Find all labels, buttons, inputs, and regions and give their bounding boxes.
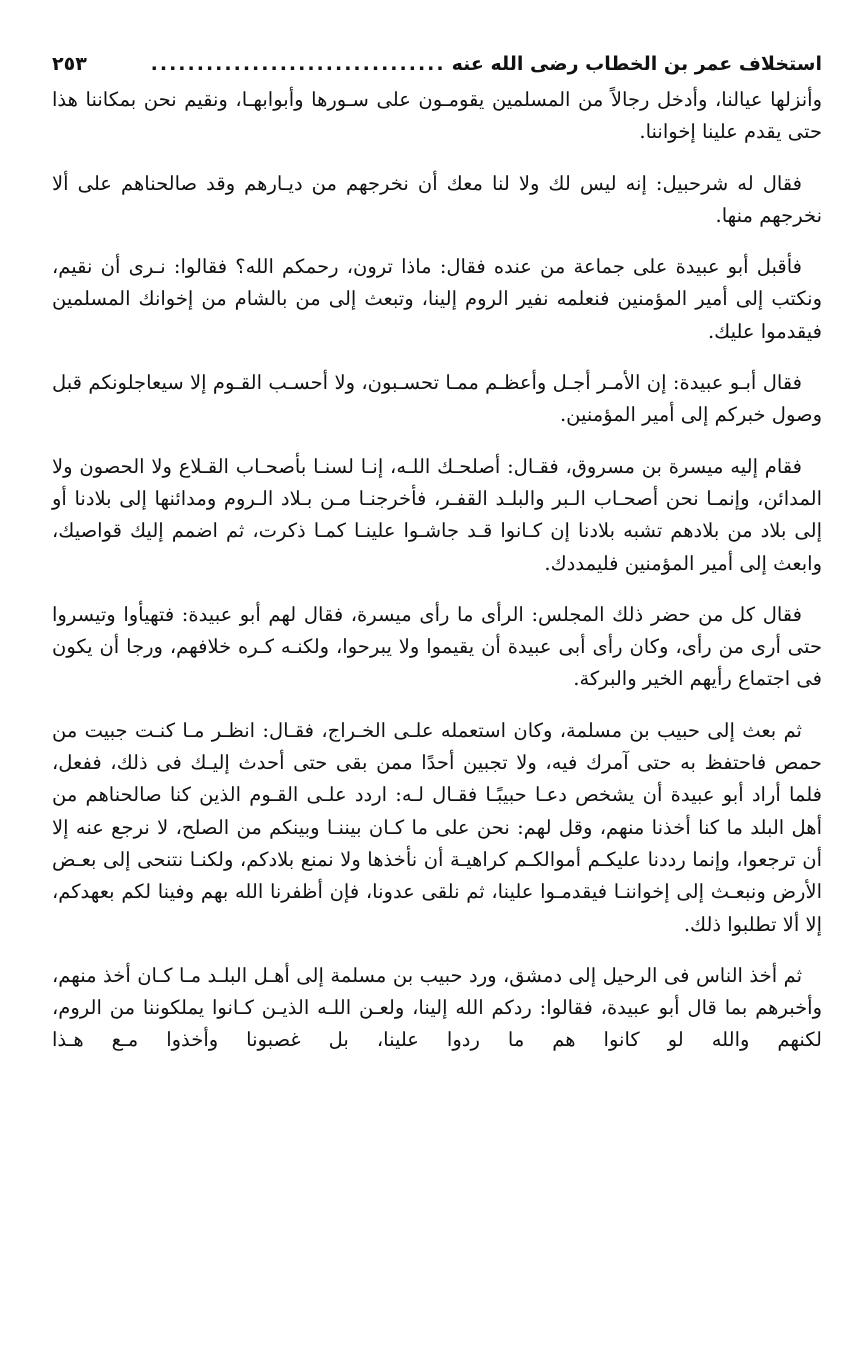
paragraph-4: فقال أبـو عبيدة: إن الأمـر أجـل وأعظـم ممـا تحسـبون، ولا أحسـب القـوم إلا سيعاجلونكم قبل وصول خبركم إلى أمير المؤمنين. bbox=[52, 371, 822, 427]
chapter-title: استخلاف عمر بن الخطاب رضى الله عنه bbox=[451, 53, 822, 75]
book-page bbox=[52, 46, 822, 1367]
running-header bbox=[52, 46, 822, 82]
paragraph-2: فقال له شرحبيل: إنه ليس لك ولا لنا معك أن نخرجهم من ديـارهم وقد صالحناهم على ألا نخرجهم منها. bbox=[52, 171, 822, 227]
body-text bbox=[52, 84, 822, 1057]
paragraph-7: ثم بعث إلى حبيب بن مسلمة، وكان استعمله علـى الخـراج، فقـال: انظـر مـا كنـت جبيت من حمص فاحتفظ به حتى آمرك فيه، ولا تجبين أحدًا ممن بقى حتى أحدث إليـك فى ذلك، ففعل، فلما أراد أبو عبيدة أن يشخص دعـا حبيبًـا فقـال لـه: اردد علـى القـوم الذين كنا صالحناهم من أهل البلد ما كنا أخذنا منهم، وقل لهم: نحن على ما كـان بيننـا وبينكم من الصلح، لا نرجع عنه إلا أن ترجعوا، وإنما رددنا عليكـم أموالكـم كراهيـة أن نأخذها ولا نمنع بلادكم، ولكنـا نتنحى إلى بعـض الأرض ونبعـث إلى إخواننـا فيقدمـوا علينا، ثم نلقى عدونا، فإن أظفرنا الله بهم وفينا لكم بعهدكم، إلا ألا تطلبوا ذلك. bbox=[52, 718, 822, 936]
paragraph-8: ثم أخذ الناس فى الرحيل إلى دمشق، ورد حبيب بن مسلمة إلى أهـل البلـد مـا كـان أخذ منهم، وأخبرهم بما قال أبو عبيدة، فقالوا: ردكم الله إلينا، ولعـن اللـه الذيـن كـانوا يملكوننا من الروم، لكنهم والله لو كانوا هم ما ردوا علينا، بل غصبونا وأخذوا مـع هـذا bbox=[52, 963, 822, 1052]
page-number: ٢٥٣ bbox=[52, 53, 87, 75]
paragraph-1: وأنزلها عيالنا، وأدخل رجالاً من المسلمين يقومـون على سـورها وأبوابهـا، ونقيم نحن بمكاننا هذا حتى يقدم علينا إخواننا. bbox=[52, 88, 822, 144]
paragraph-5: فقام إليه ميسرة بن مسروق، فقـال: أصلحـك اللـه، إنـا لسنـا بأصحـاب القـلاع ولا الحصون ولا المدائن، وإنمـا نحن أصحـاب الـبر والبلـد القفـر، فأخرجنـا مـن بـلاد الـروم ومدائنها إلى بلادنا أو إلى بلاد من بلادهم تشبه بلادنا إن كـانوا قـد جاشـوا علينـا كمـا ذكرت، ثم اضمم إليك قواصيك، وابعث إلى أمير المؤمنين فليمددك. bbox=[52, 454, 822, 575]
paragraph-3: فأقبل أبو عبيدة على جماعة من عنده فقال: ماذا ترون، رحمكم الله؟ فقالوا: نـرى أن نقيم، ونكتب إلى أمير المؤمنين فنعلمه نفير الروم إلينا، وتبعث إلى من بالشام من إخوانك المسلمين فيقدموا عليك. bbox=[52, 255, 822, 343]
leader-dots: ................................ bbox=[150, 53, 446, 75]
paragraph-6: فقال كل من حضر ذلك المجلس: الرأى ما رأى ميسرة، فقال لهم أبو عبيدة: فتهيأوا وتيسروا حتى أرى من رأى، وكان رأى أبى عبيدة أن يقيموا ولا يبرحوا، ولكنـه كـره خلافهم، ورجا أن يكون فى اجتماع رأيهم الخير والبركة. bbox=[52, 602, 823, 691]
